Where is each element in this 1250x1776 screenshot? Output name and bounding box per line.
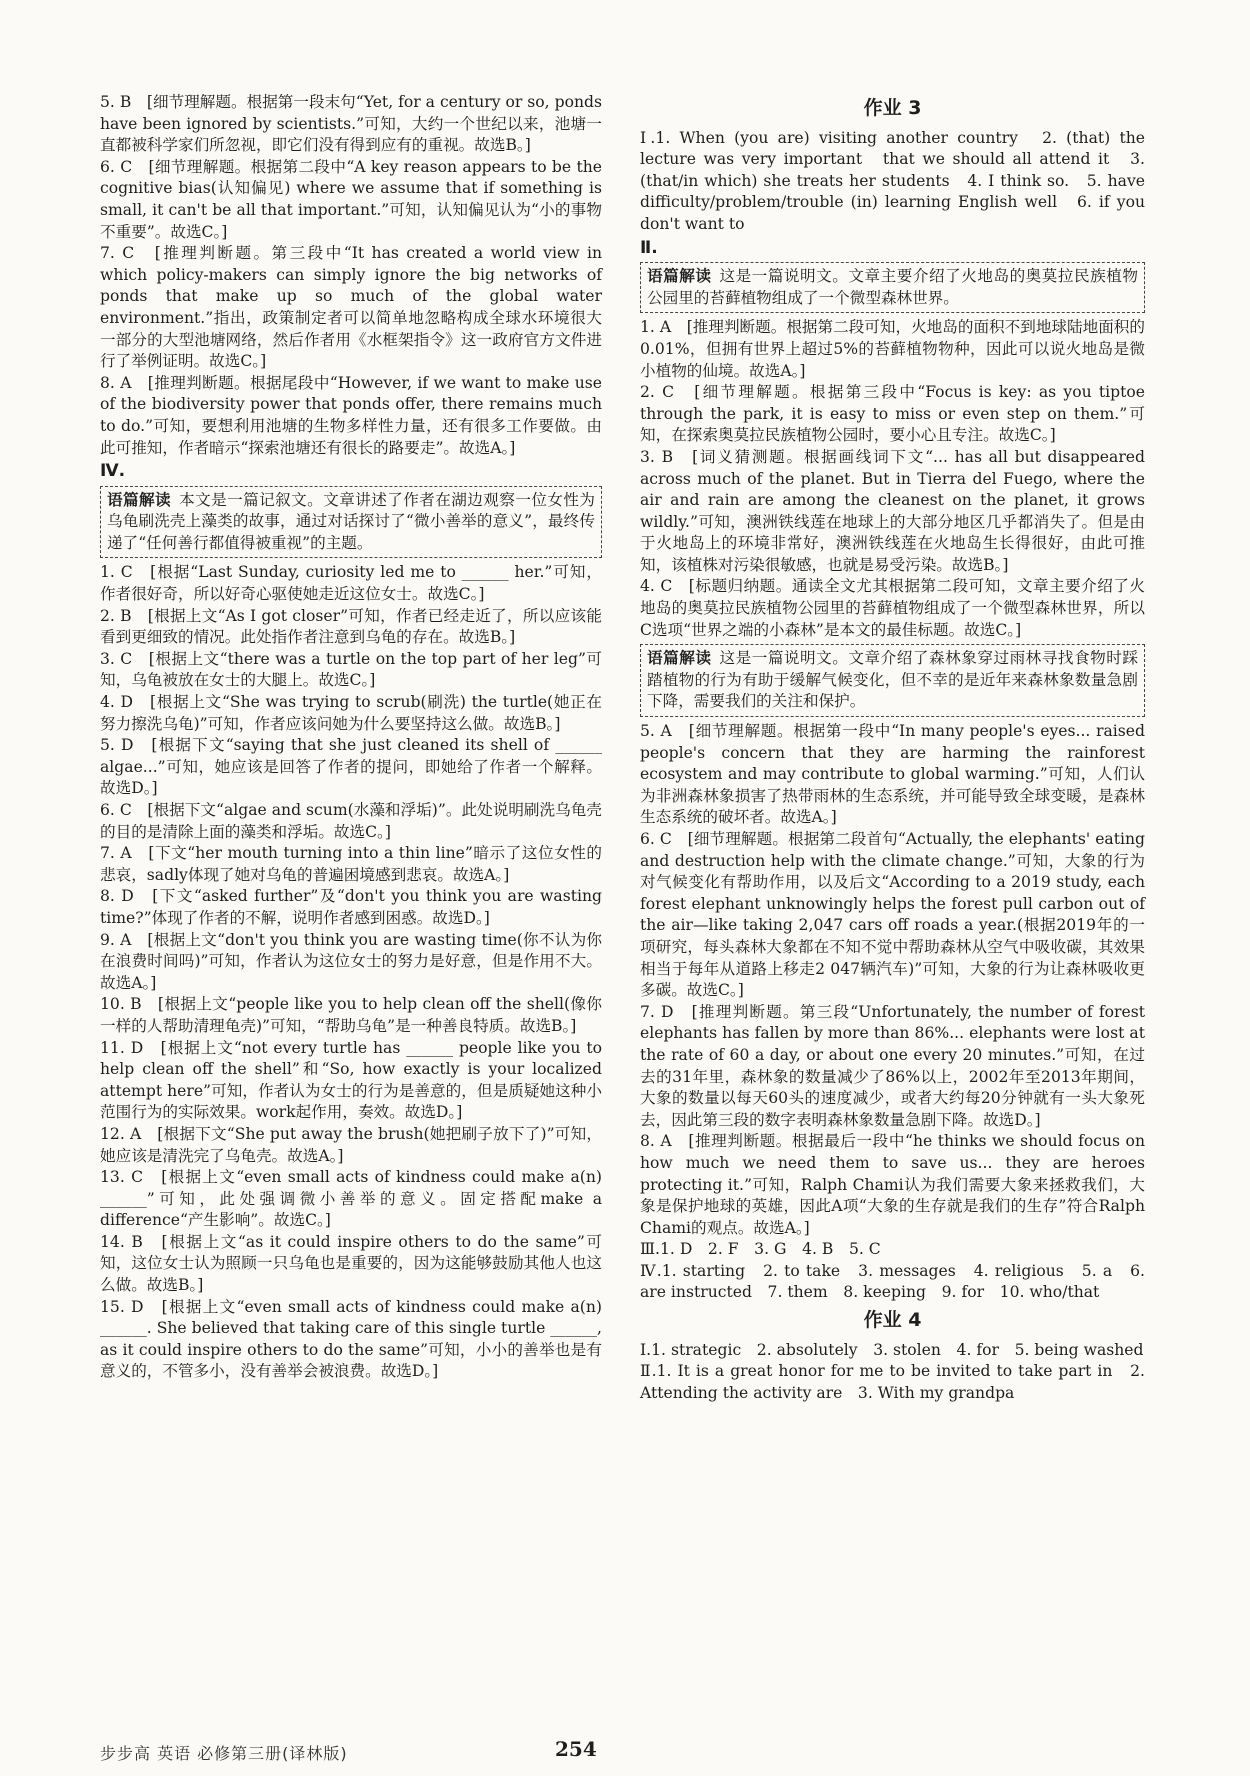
answer-item-cloze-5: 5. D [根据下文“saying that she just cleaned its shell of ______ algae...”可知，她应该是回答了作者的提问，即她给了作者一个解释。故选D。]: [100, 736, 602, 798]
answer-item-cloze-7: 7. A [下文“her mouth turning into a thin line”暗示了这位女性的悲哀，sadly体现了她对乌龟的普遍困境感到悲哀。故选A。]: [100, 844, 602, 884]
answer-item-top-1: 5. B [细节理解题。根据第一段末句“Yet, for a century or so, ponds have been ignored by scientists.”可知，大约一个世纪以来，池塘一直都被科学家们所忽视，即它们没有得到应有的重视。故选B。]: [100, 93, 602, 155]
answer-item-cloze-15: 15. D [根据上文“even small acts of kindness could make a(n) ______. She believed that taking care of this single turtle ______, as it could inspire others to do the same”可知，小小的善举也是有意义的，不管多小，没有善举会被浪费。故选D。]: [100, 1297, 602, 1381]
hw3-s4-mark: Ⅳ.: [640, 1261, 662, 1280]
hw4-section-2: [640, 1361, 1145, 1404]
left-column: [100, 92, 602, 1383]
answer-item-cloze-3: 3. C [根据上文“there was a turtle on the top part of her leg”可知，乌龟被放在女士的大腿上。故选C。]: [100, 649, 602, 690]
passage-summary-tag-2: 语篇解读: [647, 649, 712, 668]
hw3-answer-item-a-3: 3. B [词义猜测题。根据画线词下文“... has all but disappeared across much of the planet. But in Tierra del Fuego, where the air and rain are among the cleanest on the planet, it grows wildly.”可知，澳洲铁线莲在地球上的大部分地区几乎都消失了。但是由于火地岛上的环境非常好，澳洲铁线莲在火地岛生长得很好，由此可推知，该植株对污染很敏感，也就是易受污染。故选B。]: [640, 447, 1145, 574]
answer-item-cloze-10: 10. B [根据上文“people like you to help clean off the shell(像你一样的人帮助清理龟壳)”可知，“帮助乌龟”是一种善良特质。故选B。]: [100, 995, 602, 1035]
page-number: 254: [555, 1737, 597, 1761]
section-iv-mark: Ⅳ.: [100, 461, 126, 482]
right-column: [640, 92, 1145, 1404]
hw3-answer-item-b-2: 6. C [细节理解题。根据第二段首句“Actually, the elephants' eating and destruction help with the climate change.”可知，大象的行为对气候变化有帮助作用，以及后文“According to a 2019 study, each forest elephant unknowingly helps the forest pull carbon out of the air—like taking 2,047 cars off roads a year.(根据2019年的一项研究，每头森林大象都在不知不觉中帮助森林从空气中吸收碳，其效果相当于每年从道路上移走2 047辆汽车)”可知，大象的行为让森林吸收更多碳。故选C。]: [640, 830, 1145, 1000]
hw4-s1-mark: Ⅰ.: [640, 1340, 652, 1359]
answer-item-cloze-4: 4. D [根据上文“She was trying to scrub(刷洗) the turtle(她正在努力擦洗乌龟)”可知，作者应该问她为什么要坚持这么做。故选B。]: [100, 693, 602, 733]
answer-item-cloze-9: 9. A [根据上文“don't you think you are wasting time(你不认为你在浪费时间吗)”可知，作者认为这位女士的努力是好意，但是作用不大。故选A。]: [100, 930, 602, 992]
hw4-s2-mark: Ⅱ.: [640, 1362, 657, 1381]
hw4-s1-text: 1. strategic 2. absolutely 3. stolen 4. for 5. being washed: [651, 1340, 1144, 1359]
hw3-s3-text: 1. D 2. F 3. G 4. B 5. C: [660, 1240, 881, 1259]
answer-item-cloze-1: 1. C [根据“Last Sunday, curiosity led me to ______ her.”可知，作者很好奇，所以好奇心驱使她走近这位女士。故选C。]: [100, 563, 602, 604]
passage-summary-text-2: 这是一篇说明文。文章介绍了森林象穿过雨林寻找食物时踩踏植物的行为有助于缓解气候变化，但不幸的是近年来森林象数量急剧下降，需要我们的关注和保护。: [647, 649, 1138, 711]
hw3-s1-mark: Ⅰ.: [640, 128, 656, 147]
passage-summary-box-1: [640, 262, 1145, 313]
passage-summary-box-2: [640, 644, 1145, 717]
hw4-s2-text: 1. It is a great honor for me to be invited to take part in 2. Attending the activity are 3. With my grandpa: [640, 1362, 1145, 1402]
answer-item-cloze-14: 14. B [根据上文“as it could inspire others to do the same”可知，这位女士认为照顾一只乌龟也是重要的，因为这能够鼓励其他人也这么做。故选B。]: [100, 1232, 602, 1295]
hw3-answer-item-b-4: 8. A [推理判断题。根据最后一段中“he thinks we should focus on how much we need them to save us... they are heroes protecting it.”可知，Ralph Chami认为我们需要大象来拯救我们，大象是保护地球的英雄，因此A项“大象的生存就是我们的生存”符合Ralph Chami的观点。故选A。]: [640, 1132, 1145, 1237]
hw3-section-3: [640, 1239, 1145, 1261]
answer-item-cloze-6: 6. C [根据下文“algae and scum(水藻和浮垢)”。此处说明刷洗乌龟壳的目的是清除上面的藻类和浮垢。故选C。]: [100, 801, 602, 841]
hw3-s1-text: 1. When (you are) visiting another country 2. (that) the lecture was very important that we should all attend it 3. (that/in which) she treats her students 4. I think so. 5. have difficulty/problem/trouble (in) learning English well 6. if you don't want to: [640, 128, 1145, 233]
answer-item-top-4: 8. A [推理判断题。根据尾段中“However, if we want to make use of the biodiversity power that ponds offer, there remains much to do.”可知，要想利用池塘的生物多样性力量，还有很多工作要做。由此可推知，作者暗示“探索池塘还有很长的路要走”。故选A。]: [100, 373, 602, 457]
hw4-section-1: [640, 1340, 1145, 1362]
answer-item-cloze-2: 2. B [根据上文“As I got closer”可知，作者已经走近了，所以应该能看到更细致的情况。此处指作者注意到乌龟的存在。故选B。]: [100, 606, 602, 647]
book-title-footer: 步步高 英语 必修第三册(译林版): [100, 1744, 348, 1763]
answer-item-cloze-12: 12. A [根据下文“She put away the brush(她把刷子放下了)”可知，她应该是清洗完了乌龟壳。故选A。]: [100, 1124, 602, 1165]
answer-item-cloze-13: 13. C [根据上文“even small acts of kindness could make a(n) ______”可知，此处强调微小善举的意义。固定搭配make a difference“产生影响”。故选C。]: [100, 1168, 602, 1230]
hw3-answer-item-b-3: 7. D [推理判断题。第三段“Unfortunately, the number of forest elephants has fallen by more than 86%... elephants were lost at the rate of 60 a day, or about one every 20 minutes.”可知，在过去的31年里，森林象的数量减少了86%以上，2002年至2013年期间，大象的数量以每天60头的速度减少，或者大约每20分钟就有一头大象死去，因此第三段的数字表明森林象数量急剧下降。故选D。]: [640, 1002, 1145, 1129]
right-answer-list-b: [640, 721, 1145, 1239]
homework-4-heading: 作业 4: [863, 1309, 922, 1332]
hw3-answer-item-a-1: 1. A [推理判断题。根据第二段可知，火地岛的面积不到地球陆地面积的0.01%，但拥有世界上超过5%的苔藓植物物种，因此可以说火地岛是微小植物的仙境。故选A。]: [640, 318, 1145, 380]
passage-summary-text-1: 这是一篇说明文。文章主要介绍了火地岛的奥莫拉民族植物公园里的苔藓植物组成了一个微型森林世界。: [647, 267, 1138, 307]
answer-item-top-3: 7. C [推理判断题。第三段中“It has created a world view in which policy-makers can simply ignore the big networks of ponds that make up so much of the global water environment.”指出，政策制定者可以简单地忽略构成全球水环境很大一部分的大型池塘网络，然后作者用《水框架指令》这一政府官方文件进行了举例证明。故选C。]: [100, 244, 602, 371]
hw3-section-4: [640, 1261, 1145, 1304]
left-answer-list-top: [100, 92, 602, 459]
right-answer-list-a: [640, 317, 1145, 641]
homework-3-heading: 作业 3: [863, 97, 922, 119]
hw3-answer-item-a-4: 4. C [标题归纳题。通读全文尤其根据第二段可知，文章主要介绍了火地岛的奥莫拉民族植物公园里的苔藓植物组成了一个微型森林世界，所以C选项“世界之端的小森林”是本文的最佳标题。故选C。]: [640, 577, 1145, 639]
answer-item-top-2: 6. C [细节理解题。根据第二段中“A key reason appears to be the cognitive bias(认知偏见) where we assume that if something is small, it can't be all that important.”可知，认知偏见认为“小的事物不重要”。故选C。]: [100, 157, 602, 241]
hw3-s3-mark: Ⅲ.: [640, 1240, 660, 1259]
answer-item-cloze-11: 11. D [根据上文“not every turtle has ______ people like you to help clean off the shell”和“So, how exactly is your localized attempt here”可知，作者认为女士的行为是善意的，但是质疑她这种小范围行为的实际效果。work起作用，奏效。故选D。]: [100, 1038, 602, 1122]
passage-summary-text: 本文是一篇记叙文。文章讲述了作者在湖边观察一位女性为乌龟刷洗壳上藻类的故事，通过对话探讨了“微小善举的意义”，最终传递了“任何善行都值得被重视”的主题。: [107, 490, 595, 552]
passage-summary-tag-1: 语篇解读: [647, 267, 712, 286]
hw3-answer-item-a-2: 2. C [细节理解题。根据第三段中“Focus is key: as you tiptoe through the park, it is easy to miss or even step on them.”可知，在探索奥莫拉民族植物公园时，要小心且专注。故选C。]: [640, 383, 1145, 445]
hw3-answer-item-b-1: 5. A [细节理解题。根据第一段中“In many people's eyes... raised people's concern that they are harming the rainforest ecosystem and may contribute to global warming.”可知，人们认为非洲森林象损害了热带雨林的生态系统，并可能导致全球变暖，是森林生态系统的破坏者。故选A。]: [640, 722, 1145, 827]
hw3-s2-mark: Ⅱ.: [640, 237, 658, 258]
passage-summary-tag: 语篇解读: [107, 490, 172, 509]
answer-item-cloze-8: 8. D [下文“asked further”及“don't you think you are wasting time?”体现了作者的不解，说明作者感到困惑。故选D。]: [100, 887, 602, 927]
passage-summary-box: [100, 486, 602, 559]
hw3-s4-text: 1. starting 2. to take 3. messages 4. religious 5. a 6. are instructed 7. them 8. keeping 9. for 10. who/that: [640, 1261, 1145, 1302]
hw3-section-1: [640, 128, 1145, 236]
left-answer-list-bottom: [100, 562, 602, 1383]
